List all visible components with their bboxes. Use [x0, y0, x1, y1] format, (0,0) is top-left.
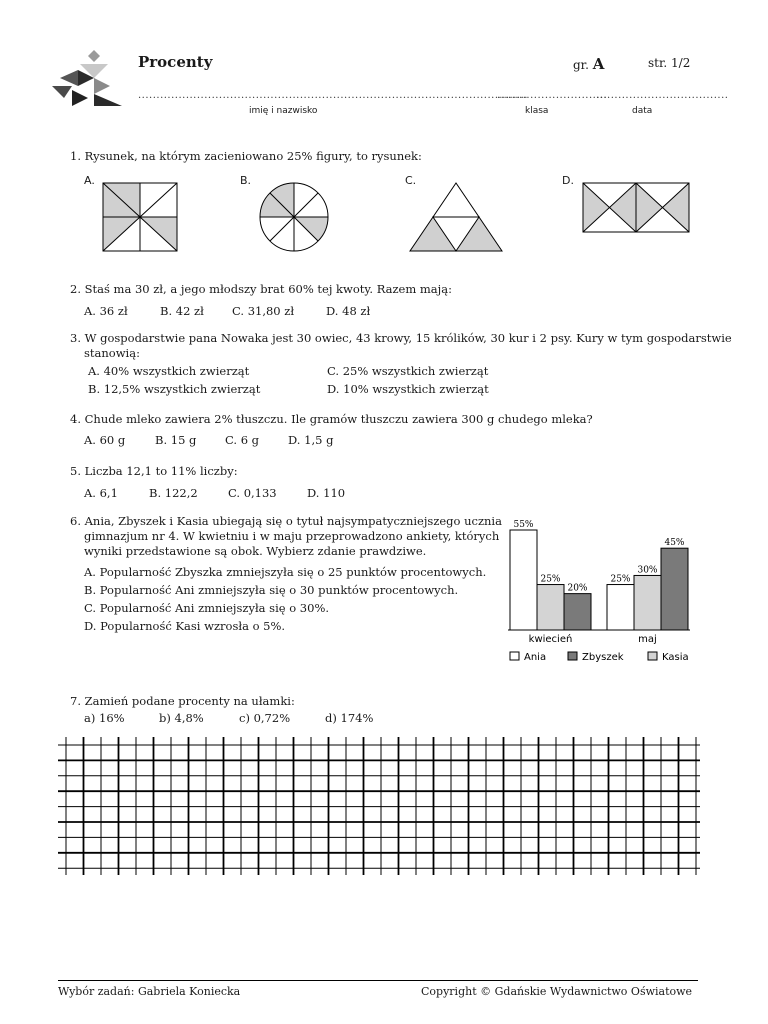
figure-a-square: [102, 182, 178, 252]
figure-d-rectangle: [582, 182, 690, 234]
bar-kasia-1: [634, 575, 661, 630]
date-label: data: [632, 106, 653, 116]
date-field-line[interactable]: ....................................: [596, 90, 729, 101]
name-label: imię i nazwisko: [249, 106, 318, 116]
bar-value-label: 25%: [540, 574, 561, 585]
q5-option-b[interactable]: B. 122,2: [149, 486, 198, 500]
question-6-text: 6. Ania, Zbyszek i Kasia ubiegają się o tytuł najsympatyczniejszego ucznia: [70, 514, 502, 528]
figure-b-circle: [256, 182, 332, 252]
answer-grid[interactable]: [58, 737, 700, 877]
q2-option-b[interactable]: B. 42 zł: [160, 304, 204, 318]
q1-label-b: B.: [240, 174, 252, 187]
group-label: gr. A: [573, 55, 605, 73]
category-label: maj: [638, 634, 657, 645]
bar-zbyszek-1: [661, 548, 688, 630]
legend-swatch-kasia: [648, 652, 657, 660]
q4-option-b[interactable]: B. 15 g: [155, 433, 197, 447]
question-3-text: 3. W gospodarstwie pana Nowaka jest 30 owiec, 43 krowy, 15 królików, 30 kur i 2 psy. Kury w tym gospodarstwie: [70, 331, 732, 345]
question-1-text: 1. Rysunek, na którym zacieniowano 25% figury, to rysunek:: [70, 149, 422, 163]
popularity-bar-chart: [500, 505, 700, 675]
question-7-text: 7. Zamień podane procenty na ułamki:: [70, 694, 295, 708]
question-3-text-cont: stanowią:: [84, 346, 140, 360]
class-label: klasa: [525, 106, 549, 116]
footer-divider: [58, 980, 698, 981]
q6-option-b[interactable]: B. Popularność Ani zmniejszyła się o 30 punktów procentowych.: [84, 583, 459, 597]
q3-option-d[interactable]: D. 10% wszystkich zwierząt: [327, 382, 489, 396]
question-4-text: 4. Chude mleko zawiera 2% tłuszczu. Ile gramów tłuszczu zawiera 300 g chudego mleka?: [70, 412, 593, 426]
bar-value-label: 30%: [637, 565, 658, 576]
q4-option-c[interactable]: C. 6 g: [225, 433, 260, 447]
q7-item-a: a) 16%: [84, 711, 125, 725]
legend-swatch-zbyszek: [568, 652, 577, 660]
q6-option-c[interactable]: C. Popularność Ani zmniejszyła się o 30%.: [84, 601, 330, 615]
legend-swatch-ania: [510, 652, 519, 660]
bar-value-label: 25%: [610, 574, 631, 585]
question-2-text: 2. Staś ma 30 zł, a jego młodszy brat 60% tej kwoty. Razem mają:: [70, 282, 452, 296]
q2-option-a[interactable]: A. 36 zł: [84, 304, 128, 318]
legend-label-zbyszek: Zbyszek: [582, 652, 624, 663]
q5-option-c[interactable]: C. 0,133: [228, 486, 277, 500]
bar-ania-0: [510, 530, 537, 630]
q1-label-d: D.: [562, 174, 574, 187]
q7-item-b: b) 4,8%: [159, 711, 204, 725]
q3-option-a[interactable]: A. 40% wszystkich zwierząt: [88, 364, 250, 378]
question-5-text: 5. Liczba 12,1 to 11% liczby:: [70, 464, 238, 478]
bar-value-label: 55%: [513, 520, 534, 530]
page-number: str. 1/2: [648, 56, 691, 70]
group-letter: A: [592, 55, 605, 73]
figure-c-triangle: [408, 181, 504, 253]
q7-item-c: c) 0,72%: [239, 711, 291, 725]
q6-option-a[interactable]: A. Popularność Zbyszka zmniejszyła się o 25 punktów procentowych.: [84, 565, 487, 579]
bar-zbyszek-0: [564, 594, 591, 630]
q4-option-d[interactable]: D. 1,5 g: [288, 433, 334, 447]
q3-option-c[interactable]: C. 25% wszystkich zwierząt: [327, 364, 489, 378]
logo-tangram-icon: [50, 46, 124, 108]
q5-option-d[interactable]: D. 110: [307, 486, 346, 500]
bar-value-label: 20%: [567, 583, 588, 594]
q3-option-b[interactable]: B. 12,5% wszystkich zwierząt: [88, 382, 261, 396]
class-field-line[interactable]: ..............................: [497, 90, 608, 101]
category-label: kwiecień: [528, 634, 573, 645]
question-6-text-line3: wyniki przedstawione są obok. Wybierz zdanie prawdziwe.: [84, 544, 427, 558]
q7-item-d: d) 174%: [325, 711, 374, 725]
name-field-line[interactable]: ..........................................................................................................: [138, 90, 528, 101]
bar-kasia-0: [537, 585, 564, 630]
question-6-text-line2: gimnazjum nr 4. W kwietniu i w maju przeprowadzono ankiety, których: [84, 529, 500, 543]
q5-option-a[interactable]: A. 6,1: [84, 486, 118, 500]
footer-author: Wybór zadań: Gabriela Koniecka: [58, 985, 241, 998]
page-title: Procenty: [138, 53, 213, 71]
q2-option-d[interactable]: D. 48 zł: [326, 304, 371, 318]
bar-ania-1: [607, 585, 634, 630]
legend-label-ania: Ania: [524, 652, 547, 663]
q1-label-c: C.: [405, 174, 417, 187]
footer-copyright: Copyright © Gdańskie Wydawnictwo Oświatowe: [421, 985, 693, 998]
bar-value-label: 45%: [664, 538, 685, 549]
legend-label-kasia: Kasia: [662, 652, 689, 663]
q6-option-d[interactable]: D. Popularność Kasi wzrosła o 5%.: [84, 619, 286, 633]
q4-option-a[interactable]: A. 60 g: [84, 433, 126, 447]
q1-label-a: A.: [84, 174, 95, 187]
q2-option-c[interactable]: C. 31,80 zł: [232, 304, 295, 318]
